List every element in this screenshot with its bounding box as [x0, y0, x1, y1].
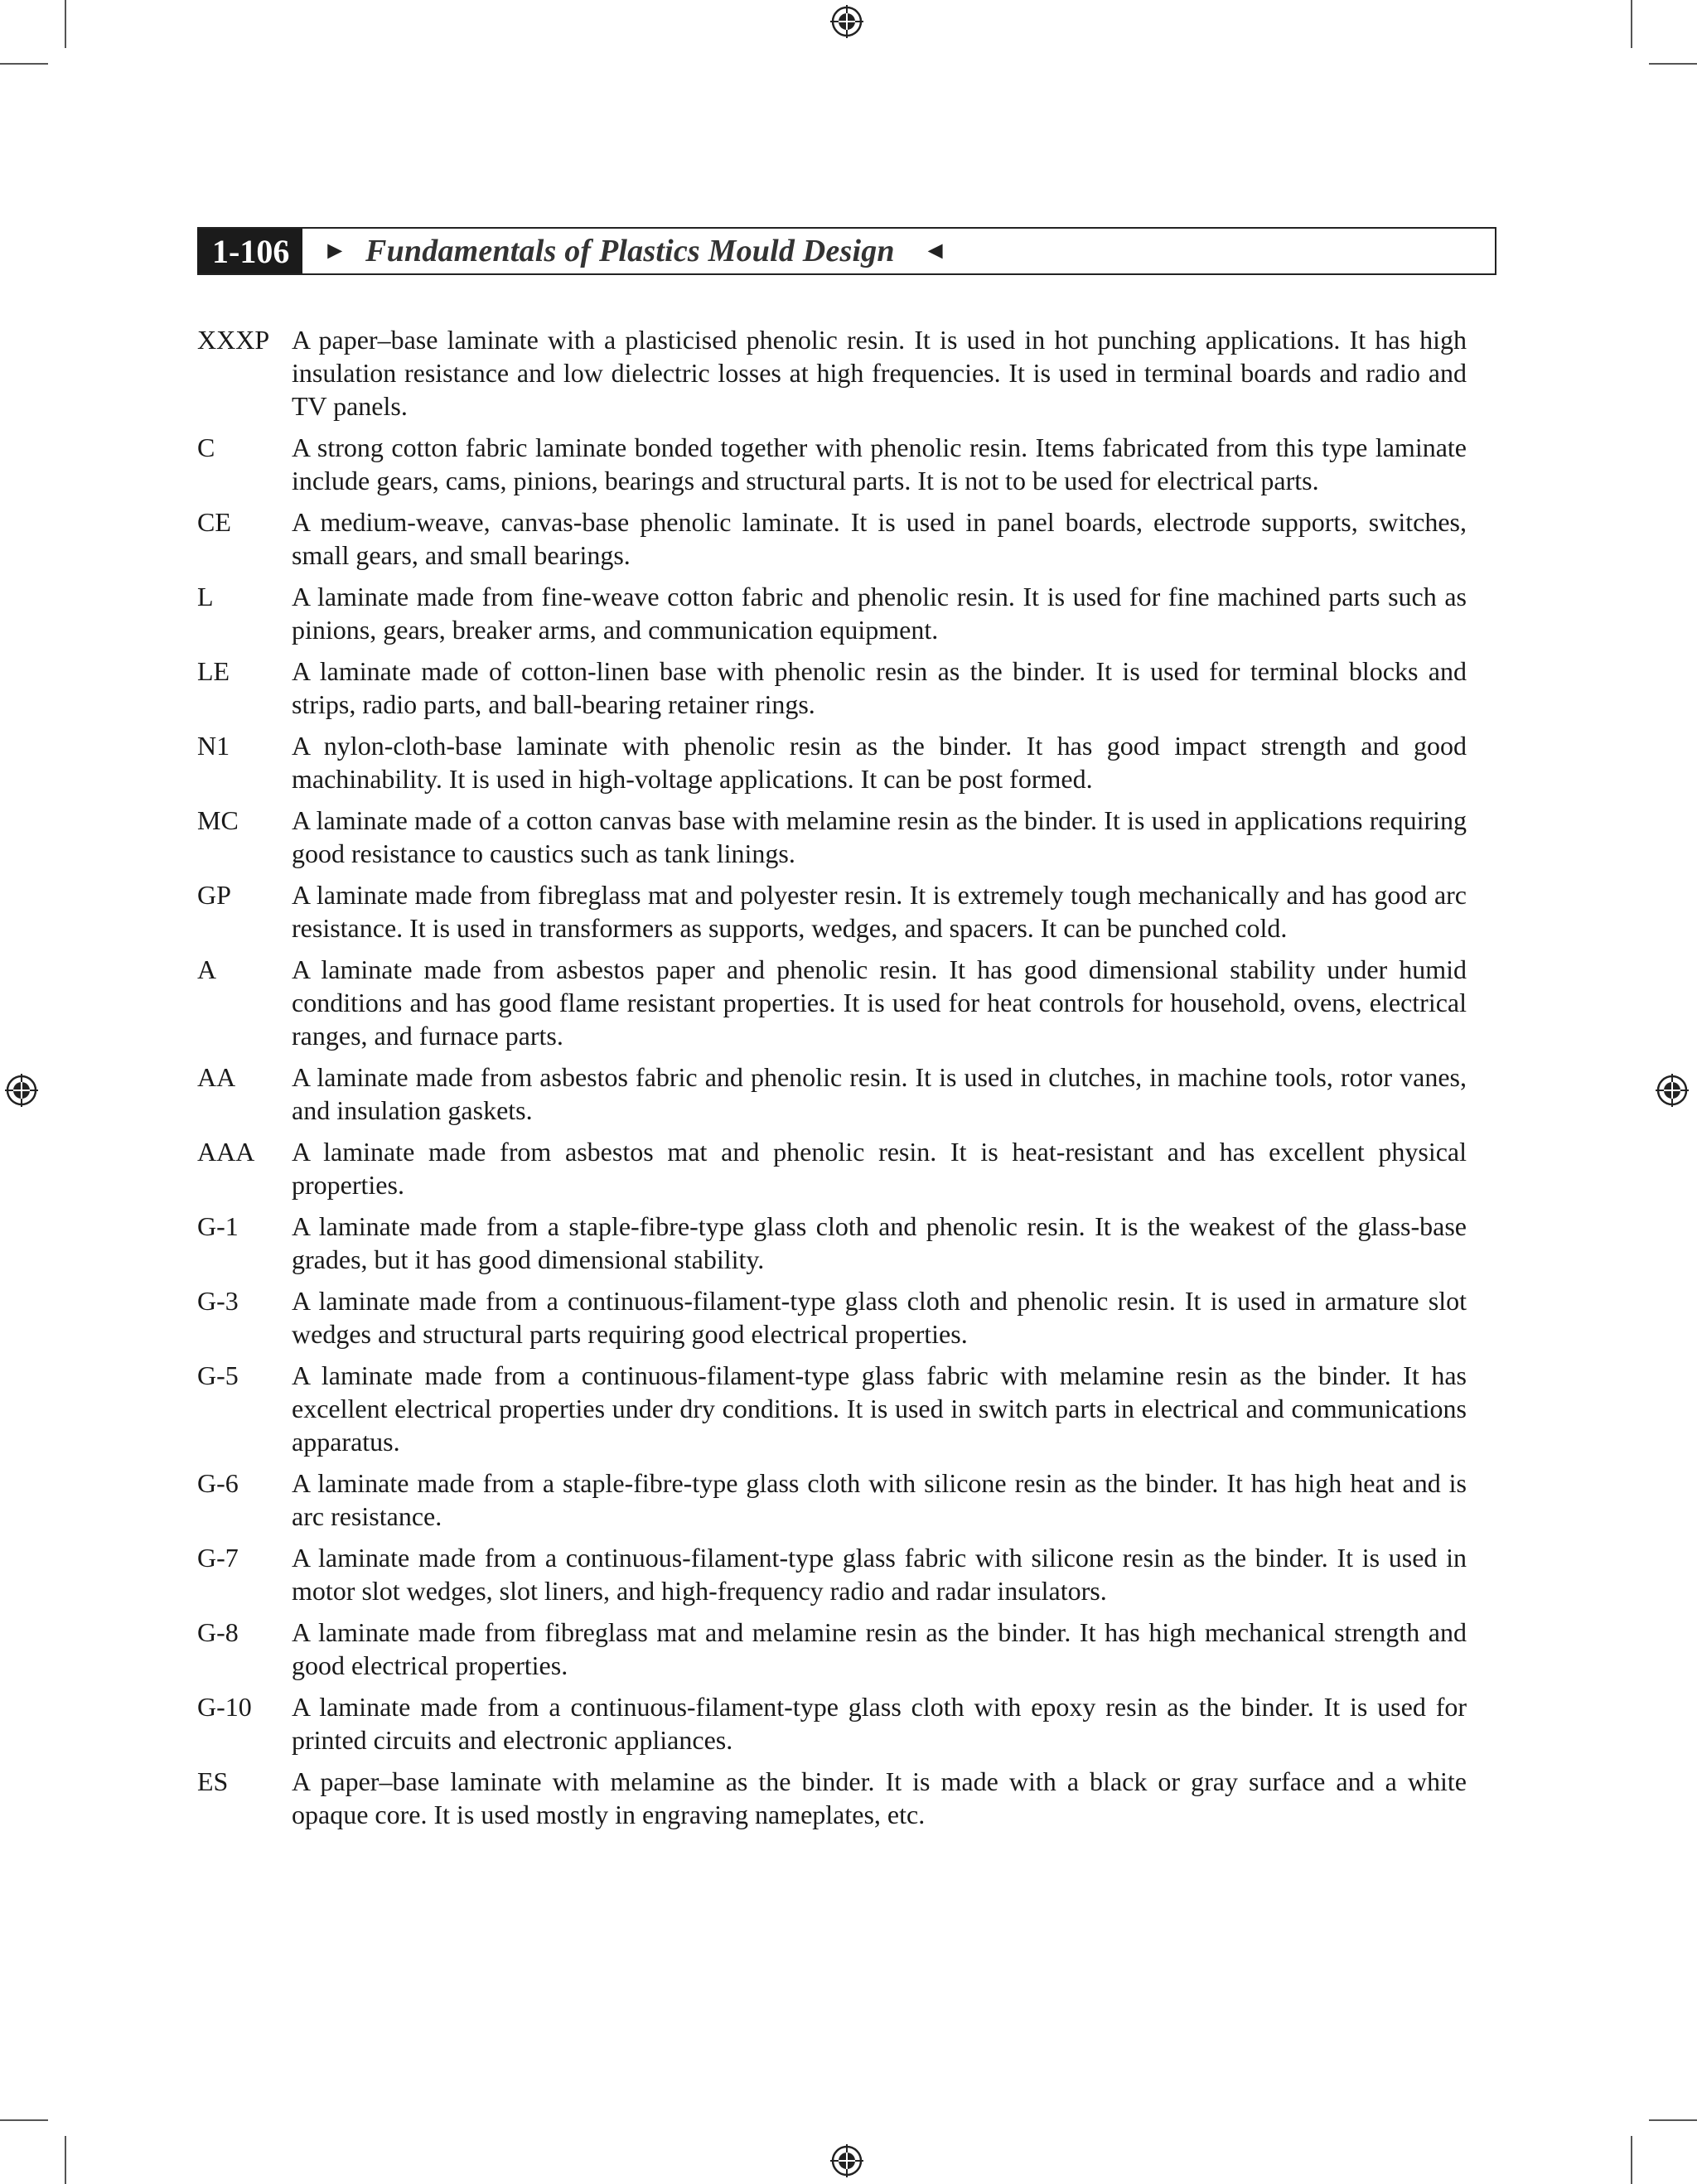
grade-description: A laminate made from a staple-fibre-type glass cloth with silicone resin as the binder. It has high heat and is arc resistance. — [292, 1468, 1467, 1531]
crop-mark — [1631, 0, 1632, 48]
grade-code: LE — [197, 656, 230, 686]
registration-mark-icon — [830, 5, 863, 38]
grade-description: A laminate made from a staple-fibre-type glass cloth and phenolic resin. It is the weakest of the glass-base grades, but it has good dimensional stability. — [292, 1211, 1467, 1274]
grade-entry — [197, 1284, 1467, 1351]
grade-code: G-6 — [197, 1468, 239, 1498]
registration-mark-icon — [5, 1074, 38, 1107]
triangle-right-icon: ► — [322, 237, 348, 264]
book-title: Fundamentals of Plastics Mould Design — [365, 234, 895, 268]
crop-mark — [0, 63, 48, 65]
grade-code: G-8 — [197, 1617, 239, 1647]
grade-entry — [197, 804, 1467, 870]
grade-code: G-1 — [197, 1211, 239, 1241]
grade-entry — [197, 1466, 1467, 1533]
grade-description: A laminate made of cotton-linen base with phenolic resin as the binder. It is used for terminal blocks and strips, radio parts, and ball-bearing retainer rings. — [292, 656, 1467, 719]
grade-code: ES — [197, 1766, 229, 1796]
grade-code: GP — [197, 880, 231, 910]
grade-entry — [197, 1765, 1467, 1831]
registration-mark-icon — [830, 2144, 863, 2177]
grade-description: A laminate made from asbestos paper and phenolic resin. It has good dimensional stability under humid conditions and has good flame resistant properties. It is used for heat controls for household, ovens, electrical ranges, and furnace parts. — [292, 954, 1467, 1051]
crop-mark — [1649, 2119, 1697, 2121]
crop-mark — [0, 2119, 48, 2121]
grade-code: XXXP — [197, 325, 270, 355]
grade-description: A laminate made from a continuous-filament-type glass fabric with melamine resin as the binder. It has excellent electrical properties under dry conditions. It is used in switch parts in electrical and communications apparatus. — [292, 1360, 1467, 1457]
grade-entry — [197, 580, 1467, 646]
triangle-left-icon: ◄ — [922, 237, 948, 264]
grade-description: A laminate made of a cotton canvas base with melamine resin as the binder. It is used in applications requiring good resistance to caustics such as tank linings. — [292, 805, 1467, 868]
grade-entry — [197, 655, 1467, 721]
grade-code: G-10 — [197, 1692, 252, 1722]
grade-description: A laminate made from a continuous-filament-type glass fabric with silicone resin as the binder. It is used in motor slot wedges, slot liners, and high-frequency radio and radar insulators. — [292, 1543, 1467, 1606]
grade-entry — [197, 1210, 1467, 1276]
crop-mark — [65, 0, 66, 48]
registration-mark-icon — [1656, 1074, 1689, 1107]
grade-description: A laminate made from fibreglass mat and melamine resin as the binder. It has high mechanical strength and good electrical properties. — [292, 1617, 1467, 1680]
grade-description: A paper–base laminate with a plasticised phenolic resin. It is used in hot punching applications. It has high insulation resistance and low dielectric losses at high frequencies. It is used in terminal boards and radio and TV panels. — [292, 325, 1467, 421]
grade-entry — [197, 1135, 1467, 1201]
running-header — [197, 227, 1496, 275]
grade-description: A nylon-cloth-base laminate with phenolic resin as the binder. It has good impact strength and good machinability. It is used in high-voltage applications. It can be post formed. — [292, 731, 1467, 794]
grade-code: L — [197, 582, 214, 611]
grade-description: A laminate made from a continuous-filament-type glass cloth and phenolic resin. It is used in armature slot wedges and structural parts requiring good electrical properties. — [292, 1286, 1467, 1349]
grade-code: G-5 — [197, 1360, 239, 1390]
grade-code: CE — [197, 507, 231, 537]
grade-description: A medium-weave, canvas-base phenolic laminate. It is used in panel boards, electrode supports, switches, small gears, and small bearings. — [292, 507, 1467, 570]
grade-code: MC — [197, 805, 239, 835]
grade-entry — [197, 729, 1467, 795]
grade-entry — [197, 431, 1467, 497]
grade-description: A laminate made from a continuous-filament-type glass cloth with epoxy resin as the binder. It is used for printed circuits and electronic appliances. — [292, 1692, 1467, 1755]
grade-description: A paper–base laminate with melamine as the binder. It is made with a black or gray surface and a white opaque core. It is used mostly in engraving nameplates, etc. — [292, 1766, 1467, 1829]
grade-entry — [197, 505, 1467, 572]
grade-code: A — [197, 954, 217, 984]
grade-entry — [197, 1061, 1467, 1127]
grade-code: G-7 — [197, 1543, 239, 1573]
grade-entry — [197, 953, 1467, 1052]
crop-mark — [1649, 63, 1697, 65]
grade-entry — [197, 1616, 1467, 1682]
grade-code: C — [197, 432, 215, 462]
grade-entry — [197, 323, 1467, 423]
grade-description: A laminate made from fibreglass mat and polyester resin. It is extremely tough mechanically and has good arc resistance. It is used in transformers as supports, wedges, and spacers. It can be punched cold. — [292, 880, 1467, 943]
grade-entry — [197, 1541, 1467, 1607]
laminate-grade-list — [197, 323, 1467, 1839]
grade-code: G-3 — [197, 1286, 239, 1316]
crop-mark — [65, 2136, 66, 2184]
crop-mark — [1631, 2136, 1632, 2184]
grade-entry — [197, 878, 1467, 945]
grade-code: AA — [197, 1062, 236, 1092]
grade-code: AAA — [197, 1137, 255, 1167]
grade-code: N1 — [197, 731, 230, 761]
grade-description: A strong cotton fabric laminate bonded together with phenolic resin. Items fabricated from this type laminate include gears, cams, pinions, bearings and structural parts. It is not to be used for electrical parts. — [292, 432, 1467, 495]
grade-entry — [197, 1690, 1467, 1756]
grade-description: A laminate made from asbestos fabric and phenolic resin. It is used in clutches, in machine tools, rotor vanes, and insulation gaskets. — [292, 1062, 1467, 1125]
grade-description: A laminate made from fine-weave cotton fabric and phenolic resin. It is used for fine machined parts such as pinions, gears, breaker arms, and communication equipment. — [292, 582, 1467, 645]
page-number: 1-106 — [197, 229, 302, 273]
grade-description: A laminate made from asbestos mat and phenolic resin. It is heat-resistant and has excellent physical properties. — [292, 1137, 1467, 1200]
grade-entry — [197, 1359, 1467, 1458]
